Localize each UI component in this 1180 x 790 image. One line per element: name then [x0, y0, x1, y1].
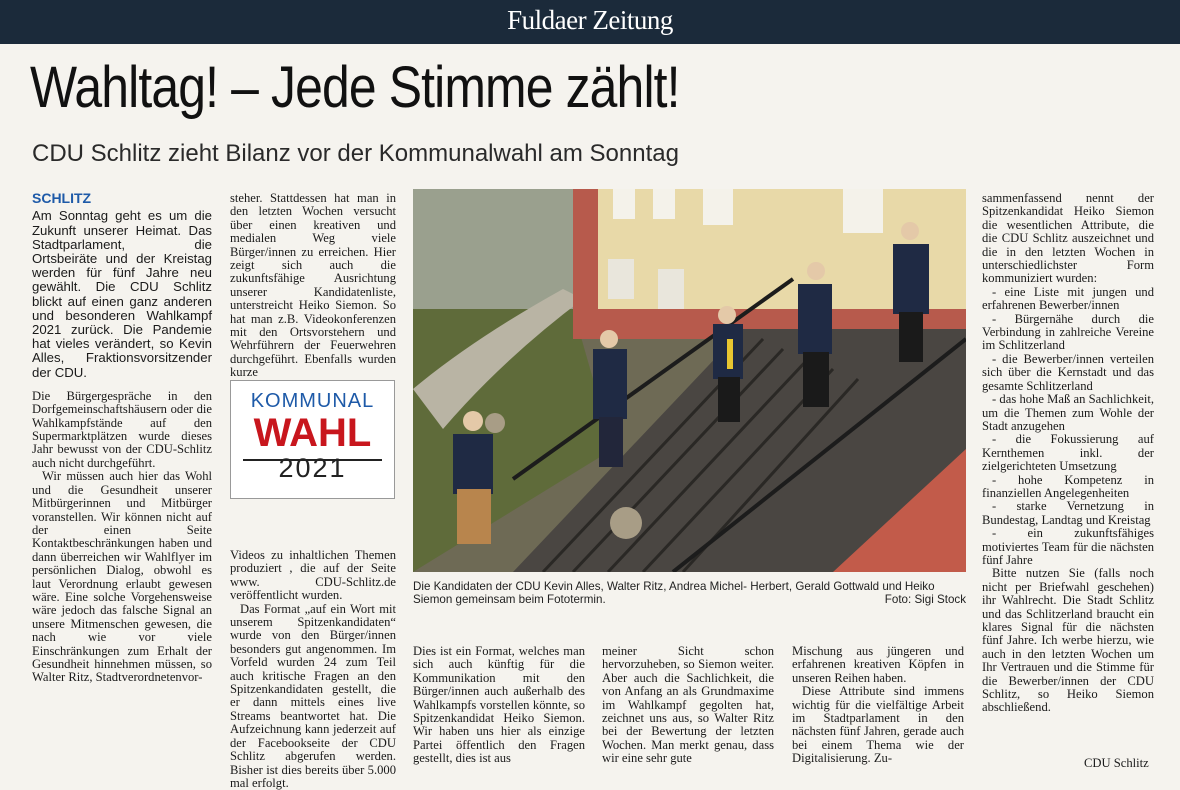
subheadline: CDU Schlitz zieht Bilanz vor der Kommunalwahl am Sonntag [32, 140, 679, 167]
column-2 [230, 192, 396, 380]
candidates-photo [413, 189, 966, 572]
paragraph: Das Format „auf ein Wort mit unserem Spitzenkandidaten“ wurde von den Bürger/innen besonders gut angenommen. Im Vorfeld wurden 24 zum Teil auch kritische Fragen an den Spitzenkandidaten gestellt, die er dann mittels eines live Streams beantwortet hat. Die Aufzeichnung kann jederzeit auf der Facebookseite der CDU Schlitz abgerufen werden. Bisher ist dies bereits über 5.000 mal erfolgt. [230, 601, 396, 790]
logo-line-1: KOMMUNAL [250, 390, 375, 412]
paragraph: Die Bürgergespräche in den Dorfgemeinschaftshäusern oder die Wahlkampfstände auf den Supermarktplätzen wurde dieses Jahr bewusst von der CDU-Schlitz auch nicht durchgeführt. [32, 388, 212, 470]
caption-text: Die Kandidaten der CDU Kevin Alles, Walter Ritz, Andrea Michel- Herbert, Gerald Gottwald und Heiko Siemon gemeinsam beim Fototermin. [413, 580, 935, 606]
photo-illustration [413, 189, 966, 572]
column-3 [413, 645, 585, 766]
paragraph: steher. Stattdessen hat man in den letzten Wochen versucht über einen kreativen und medialen Weg viele Bürger/innen zu erreichen. Hier zeigt sich auch die zukunftsfähige Ausrichtung unserer Kandidatenliste, unterstreicht Heiko Siemon. So hat man z.B. Videokonferenzen mit den Ortsvorstehern und Wehrführern der Feuerwehren durchgeführt. Ebenfalls wurden kurze [230, 191, 396, 380]
paragraph: Mischung aus jüngeren und erfahrenen kreativen Köpfen in unseren Reihen haben. [792, 644, 964, 685]
paragraph: Videos zu inhaltlichen Themen produziert , die auf der Seite www. CDU-Schlitz.de veröffentlicht wurden. [230, 548, 396, 603]
paragraph: Bitte nutzen Sie (falls noch nicht per Briefwahl geschehen) ihr Wahlrecht. Die Stadt Schlitz und das Schlitzerland braucht ein klares Signal für die nächsten fünf Jahre. Ich werbe hierzu, wie auch in den letzten Wochen um Ihr Vertrauen und die Stimme für die Bewerber/innen der CDU Schlitz, so Heiko Siemon abschließend. [982, 566, 1154, 715]
kommunalwahl-2021-logo [230, 380, 395, 499]
list-item: - starke Vernetzung in Bundestag, Landtag und Kreistag [982, 499, 1154, 527]
masthead-logo: Fuldaer Zeitung [507, 5, 673, 35]
list-item: - Bürgernähe durch die Verbindung in zahlreiche Vereine im Schlitzerland [982, 311, 1154, 353]
masthead-bar [0, 0, 1180, 44]
paragraph: Wir müssen auch hier das Wohl und die Gesundheit unserer Mitbürgerinnen und Mitbürger voranstellen. Wir können nicht auf der einen Seite Kontaktbeschränkungen haben und dann überreichen wir Wahlflyer im persönlichen Dialog, obwohl es laut Verordnung erlaubt gewesen wäre. Eine solche Vorgehensweise wäre jedoch das falsche Signal an unsere Mitmenschen gewesen, die nach wie vor viele Einschränkungen zum Erhalt der Gesundheit hinnehmen müssen, so Walter Ritz, Stadtverordnetenvor- [32, 469, 212, 685]
column-1 [32, 192, 212, 685]
paragraph: sammenfassend nennt der Spitzenkandidat Heiko Siemon die wesentlichen Attribute, die die CDU Schlitz auszeichnet und die in den letzten Wochen in unterschiedlichster Form kommuniziert wurden: [982, 191, 1154, 286]
list-item: - die Fokussierung auf Kernthemen inkl. der zielgerichteten Umsetzung [982, 432, 1154, 474]
column-2-continued [230, 549, 396, 790]
paragraph: Diese Attribute sind immens wichtig für die vielfältige Arbeit im Stadtparlament in den nächsten fünf Jahren, gerade auch bei einem Thema wie der Digitalisierung. Zu- [792, 684, 964, 766]
photo-caption [413, 580, 966, 606]
headline: Wahltag! – Jede Stimme zählt! [30, 55, 680, 120]
list-item: - das hohe Maß an Sachlichkeit, um die Themen zum Wohle der Stadt anzugehen [982, 392, 1154, 433]
list-item: - hohe Kompetenz in finanziellen Angelegenheiten [982, 472, 1154, 500]
photo-credit: Foto: Sigi Stock [884, 593, 966, 606]
logo-line-2: WAHL [253, 411, 372, 455]
signoff: CDU Schlitz [1084, 756, 1149, 770]
lead-paragraph: Am Sonntag geht es um die Zukunft unserer Heimat. Das Stadtparlament, die Ortsbeiräte und der Kreistag werden für fünf Jahre neu gewählt. Die CDU Schlitz blickt auf einen ganz anderen und besonderen Wahlkampf 2021 zurück. Die Pandemie hat vieles verändert, so Kevin Alles, Fraktionsvorsitzender der CDU. [32, 208, 212, 380]
paragraph: Dies ist ein Format, welches man sich auch künftig für die Kommunikation mit den Bürger/innen auch außerhalb des Wahlkampfs vorstellen könnte, so Spitzenkandidat Heiko Siemon. Wir haben uns hier als einzige Partei öffentlich den Fragen gestellt, dies ist aus [413, 644, 585, 766]
logo-year: 2021 [278, 453, 347, 483]
list-item: - ein zukunftsfähiges motiviertes Team für die nächsten fünf Jahre [982, 526, 1154, 567]
paragraph: meiner Sicht schon hervorzuheben, so Siemon weiter. Aber auch die Sachlichkeit, die von Anfang an als Grundmaxime im Wahlkampf gegolten hat, zeichnet uns aus, so Walter Ritz bei der Bewertung der letzten Wochen. Man merkt genau, dass wir eine sehr gute [602, 644, 774, 766]
column-6 [982, 192, 1154, 715]
column-4 [602, 645, 774, 766]
list-item: - die Bewerber/innen verteilen sich über die Kernstadt und das gesamte Schlitzerland [982, 351, 1154, 393]
list-item: - eine Liste mit jungen und erfahrenen Bewerber/innen [982, 284, 1154, 313]
column-5 [792, 645, 964, 766]
dateline: SCHLITZ [32, 190, 92, 206]
